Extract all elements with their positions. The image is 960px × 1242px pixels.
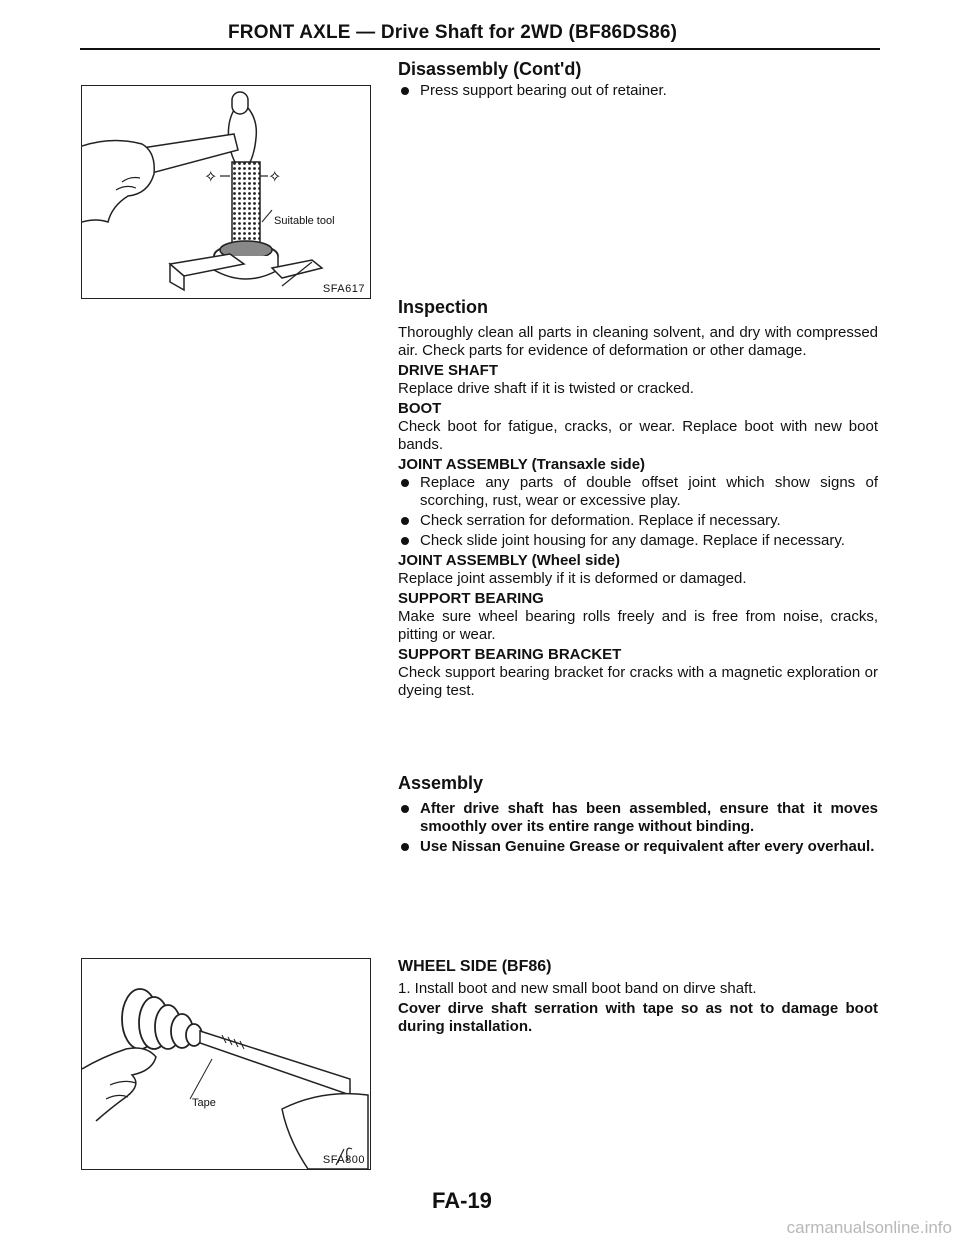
- subheading: BOOT: [398, 400, 442, 417]
- list-item: Use Nissan Genuine Grease or requivalent after every overhaul.: [398, 838, 878, 856]
- figure-label-tape: Tape: [192, 1097, 216, 1109]
- disassembly-section: [398, 60, 878, 102]
- subheading: WHEEL SIDE (BF86): [398, 958, 552, 975]
- figure-code: SFA800: [322, 1154, 365, 1166]
- list-item: After drive shaft has been assembled, ensure that it moves smoothly over its entire range without binding.: [398, 800, 878, 836]
- boot-shaft-icon: [82, 959, 370, 1169]
- page-header: FRONT AXLE — Drive Shaft for 2WD (BF86DS86): [228, 22, 678, 43]
- svg-text:✧: ✧: [204, 167, 218, 186]
- figure-sfa800: [81, 958, 371, 1170]
- section-heading: Inspection: [398, 297, 489, 317]
- inspection-section: [398, 298, 878, 702]
- subheading: SUPPORT BEARING BRACKET: [398, 646, 622, 663]
- svg-text:✧: ✧: [268, 167, 282, 186]
- header-rule: [80, 48, 880, 50]
- paragraph: Check support bearing bracket for cracks with a magnetic exploration or dyeing test.: [398, 664, 878, 699]
- hammer-press-icon: [82, 86, 370, 298]
- figure-label-suitable-tool: Suitable tool: [274, 215, 335, 227]
- section-heading: Assembly: [398, 773, 484, 793]
- paragraph: Check boot for fatigue, cracks, or wear. Replace boot with new boot bands.: [398, 418, 878, 453]
- list-item: Press support bearing out of retainer.: [398, 82, 878, 100]
- subheading: DRIVE SHAFT: [398, 362, 499, 379]
- subheading: SUPPORT BEARING: [398, 590, 544, 607]
- watermark: carmanualsonline.info: [786, 1218, 952, 1237]
- paragraph: Replace joint assembly if it is deformed or damaged.: [398, 570, 747, 587]
- paragraph: 1. Install boot and new small boot band on dirve shaft.: [398, 980, 757, 997]
- paragraph-note: Cover dirve shaft serration with tape so as not to damage boot during installation.: [398, 1000, 878, 1035]
- page-number: FA-19: [432, 1188, 492, 1213]
- paragraph: Make sure wheel bearing rolls freely and is free from noise, cracks, pitting or wear.: [398, 608, 878, 643]
- wheel-side-section: [398, 958, 878, 1038]
- subheading: JOINT ASSEMBLY (Wheel side): [398, 552, 620, 569]
- paragraph: Thoroughly clean all parts in cleaning solvent, and dry with compressed air. Check parts for evidence of deformation or other damage.: [398, 324, 878, 359]
- list-item: Check slide joint housing for any damage. Replace if necessary.: [398, 532, 878, 550]
- paragraph: Replace drive shaft if it is twisted or cracked.: [398, 380, 694, 397]
- subheading: JOINT ASSEMBLY (Transaxle side): [398, 456, 646, 473]
- section-heading: Disassembly (Cont'd): [398, 59, 582, 79]
- list-item: Replace any parts of double offset joint which show signs of scorching, rust, wear or excessive play.: [398, 474, 878, 510]
- list-item: Check serration for deformation. Replace if necessary.: [398, 512, 878, 530]
- assembly-section: [398, 774, 878, 858]
- figure-sfa617: [81, 85, 371, 299]
- figure-code: SFA617: [322, 283, 365, 295]
